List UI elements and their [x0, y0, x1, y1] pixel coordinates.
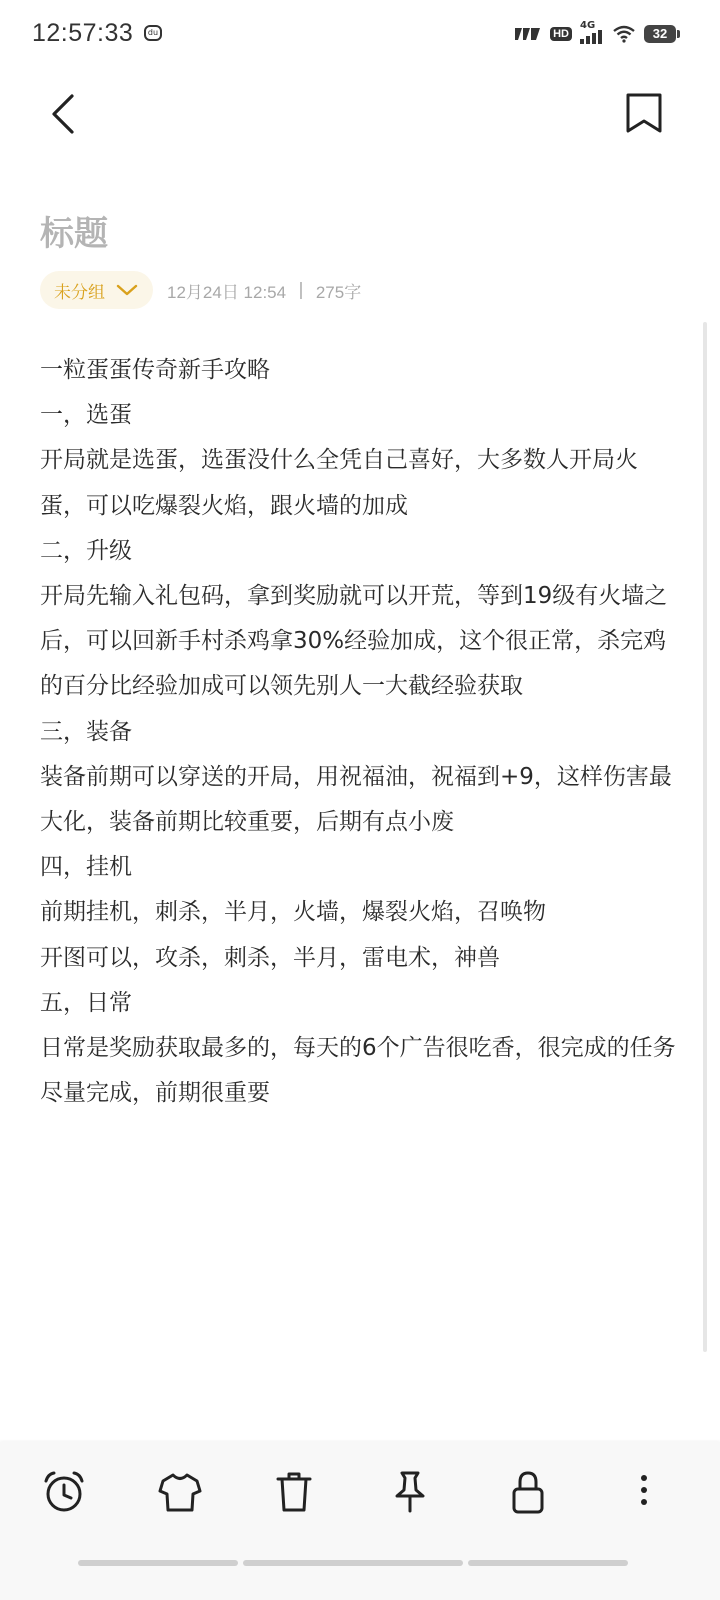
- more-button[interactable]: [620, 1468, 668, 1516]
- note-meta: [40, 270, 361, 310]
- pin-icon: [386, 1468, 434, 1516]
- hd-badge: HD: [550, 27, 572, 41]
- status-time: 12:57:33: [32, 19, 134, 47]
- lock-icon: [504, 1468, 552, 1516]
- bookmark-icon: [616, 86, 672, 142]
- more-vertical-icon: [620, 1468, 668, 1516]
- note-line: 一粒蛋蛋传奇新手攻略: [40, 357, 270, 383]
- scrollbar[interactable]: [703, 322, 707, 1352]
- note-line: 二，升级: [40, 537, 132, 564]
- pin-button[interactable]: [386, 1468, 434, 1516]
- note-title-input[interactable]: 标题: [40, 214, 108, 254]
- trash-icon: [270, 1468, 318, 1516]
- note-line: 三，装备: [40, 718, 132, 745]
- note-line: 开图可以，攻杀，刺杀，半月，雷电术，神兽: [40, 944, 500, 971]
- note-line: 前期挂机，刺杀，半月，火墙，爆裂火焰，召唤物: [40, 899, 546, 926]
- back-button[interactable]: [40, 86, 90, 142]
- word-count: 275字: [315, 282, 362, 302]
- status-icons: [512, 22, 676, 46]
- note-line: 四，挂机: [40, 854, 132, 881]
- gesture-bar-segment: [468, 1560, 628, 1566]
- status-bar: [0, 0, 720, 70]
- theme-button[interactable]: [156, 1468, 204, 1516]
- wifi-icon: [612, 25, 636, 43]
- note-line: 日常是奖励获取最多的，每天的6个广告很吃香，很完成的任务尽量完成，前期很重要: [40, 1035, 676, 1107]
- shirt-icon: [156, 1468, 204, 1516]
- network-type: 4G: [580, 20, 596, 31]
- lock-button[interactable]: [504, 1468, 552, 1516]
- bottom-toolbar: [0, 1442, 720, 1600]
- alarm-clock-icon: [40, 1468, 88, 1516]
- cellular-signal-icon: [580, 20, 604, 44]
- volte-signal-icon: [512, 26, 542, 42]
- note-line: 五，日常: [40, 989, 132, 1016]
- app-notification-icon: du: [144, 25, 162, 41]
- gesture-bar-segment: [78, 1560, 238, 1566]
- reminder-button[interactable]: [40, 1468, 88, 1516]
- note-line: 开局先输入礼包码，拿到奖励就可以开荒，等到19级有火墙之后，可以回新手村杀鸡拿30%经验加成，这个很正常，杀完鸡的百分比经验加成可以领先别人一大截经验获取: [40, 583, 668, 700]
- note-body-editor[interactable]: [40, 348, 676, 1116]
- meta-separator: |: [298, 280, 304, 300]
- group-label: 未分组: [54, 282, 105, 303]
- note-line: 一，选蛋: [40, 402, 132, 429]
- note-line: 装备前期可以穿送的开局，用祝福油，祝福到+9，这样伤害最大化，装备前期比较重要，后期有点小废: [40, 763, 672, 836]
- note-line: 开局就是选蛋，选蛋没什么全凭自己喜好，大多数人开局火蛋，可以吃爆裂火焰，跟火墙的加成: [40, 447, 638, 519]
- chevron-left-icon: [40, 86, 90, 142]
- chevron-down-icon: [115, 282, 139, 298]
- gesture-bar-segment: [243, 1560, 463, 1566]
- group-selector[interactable]: [40, 271, 153, 309]
- battery-indicator: 32: [644, 25, 676, 43]
- bookmark-button[interactable]: [616, 86, 672, 142]
- delete-button[interactable]: [270, 1468, 318, 1516]
- note-date: 12月24日 12:54: [167, 282, 287, 302]
